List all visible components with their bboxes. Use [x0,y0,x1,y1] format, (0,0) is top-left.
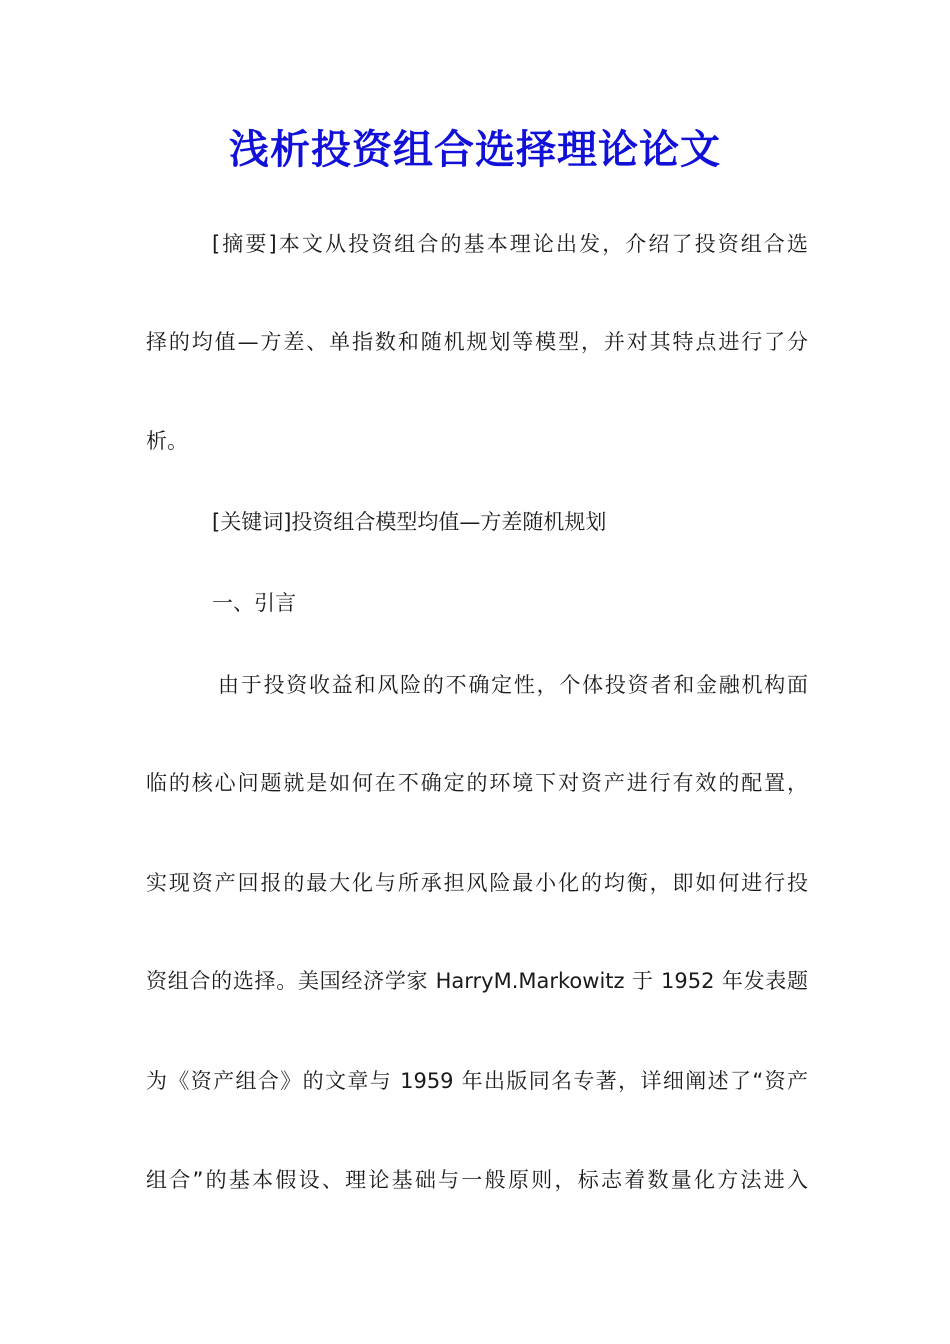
body-line-3: 实现资产回报的最大化与所承担风险最小化的均衡，即如何进行投 [146,871,808,895]
document-title: 浅析投资组合选择理论论文 [229,126,721,173]
body-line-5: 为《资产组合》的文章与 1959 年出版同名专著，详细阐述了“资产 [146,1069,808,1093]
body-line-4: 资组合的选择。美国经济学家 HarryM.Markowitz 于 1952 年发表题 [146,969,808,993]
abstract-line-3: 析。 [146,429,188,453]
body-line-6: 组合”的基本假设、理论基础与一般原则，标志着数量化方法进入 [146,1168,808,1192]
body-line-2: 临的核心问题就是如何在不确定的环境下对资产进行有效的配置， [146,771,808,795]
body-line-1: 由于投资收益和风险的不确定性，个体投资者和金融机构面 [218,673,808,697]
keywords-line: [关键词]投资组合模型均值—方差随机规划 [212,510,607,534]
abstract-line-1: [摘要]本文从投资组合的基本理论出发，介绍了投资组合选 [212,232,808,256]
abstract-line-2: 择的均值—方差、单指数和随机规划等模型，并对其特点进行了分 [146,330,808,354]
section-heading-introduction: 一、引言 [212,591,296,615]
